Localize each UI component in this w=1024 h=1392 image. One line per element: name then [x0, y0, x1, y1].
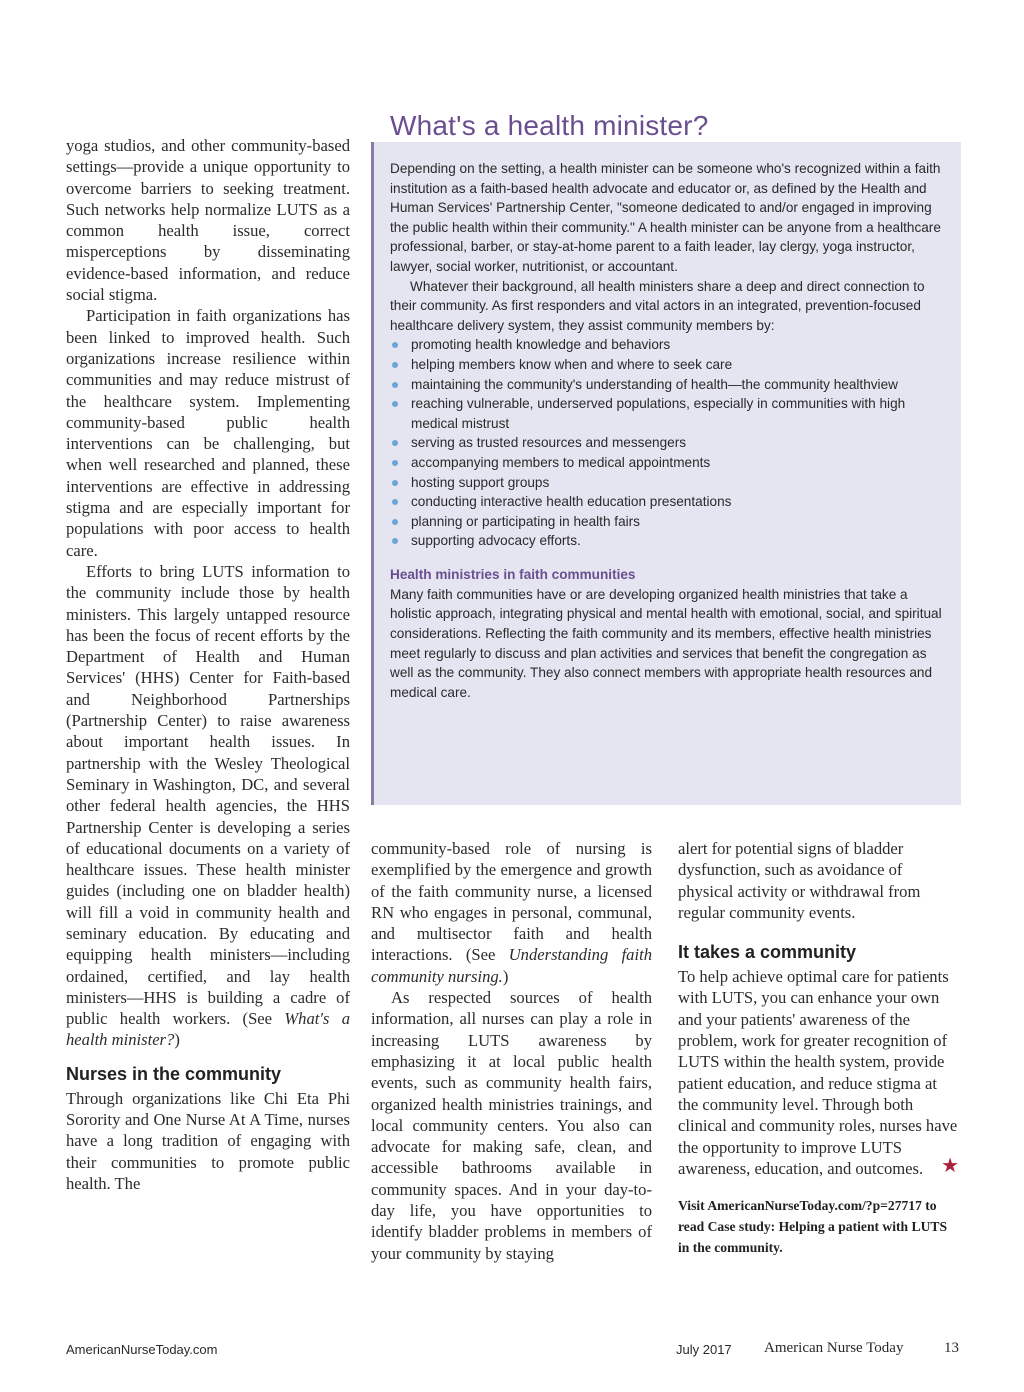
middle-column	[371, 838, 652, 1264]
section-heading: Nurses in the community	[66, 1063, 282, 1084]
bullet-dot-icon	[392, 440, 398, 446]
footer-website: AmericanNurseToday.com	[66, 1342, 218, 1357]
body-text: )	[174, 1030, 180, 1050]
bullet-dot-icon	[392, 480, 398, 486]
body-paragraph	[66, 561, 350, 1051]
bullet-dot-icon	[392, 342, 398, 348]
footer-magazine: American Nurse Today	[764, 1340, 904, 1356]
body-text: To help achieve optimal care for patients with LUTS, you can enhance your own and your patients' awareness of the problem, work for greater recognition of LUTS within the health system, provide patient education, and reduce stigma at the community level. Through both clinical and community roles, nurses have the opportunity to improve LUTS awareness, education, and outcomes.	[678, 967, 958, 1178]
sidebar-content	[390, 159, 946, 702]
body-paragraph: As respected sources of health information, all nurses can play a role in increasing LUTS awareness by emphasizing it at local public health events, such as community health fairs, organized health ministries trainings, and local community centers. You also can advocate for making safe, clean, and accessible bathrooms available in community spaces. And in your day-to-day life, you have opportunities to identify bladder problems in members of your community by staying	[371, 988, 652, 1263]
bullet-text: conducting interactive health education presentations	[411, 494, 732, 510]
bullet-dot-icon	[392, 538, 398, 544]
cross-reference: What's a health minister?	[66, 1009, 351, 1050]
bullet-text: hosting support groups	[411, 474, 550, 490]
bullet-dot-icon	[392, 382, 398, 388]
right-column	[678, 838, 959, 1258]
end-mark-star-icon: ★	[941, 1154, 959, 1177]
body-paragraph: Through organizations like Chi Eta Phi Sorority and One Nurse At A Time, nurses have a long tradition of engaging with their communities to promote public health. The	[66, 1088, 350, 1193]
bullet-text: serving as trusted resources and messengers	[411, 435, 687, 451]
bullet-text: planning or participating in health fairs	[411, 513, 640, 529]
bullet-text: supporting advocacy efforts.	[411, 533, 581, 549]
sidebar-paragraph: Many faith communities have or are developing organized health ministries that take a holistic approach, integrating physical and mental health with emotional, social, and spiritual considerations. Reflecting the faith community and its members, effective health ministries meet regularly to discuss and plan activities and services that benefit the congregation as well as the community. They also connect members with appropriate health resources and medical care.	[390, 586, 942, 700]
body-paragraph: yoga studios, and other community-based settings—provide a unique opportunity to overcome barriers to seeking treatment. Such networks help normalize LUTS as a common health issue, correct misperceptions by disseminating evidence-based information, and reduce social stigma.	[66, 136, 350, 305]
bullet-item	[390, 531, 946, 551]
body-paragraph: alert for potential signs of bladder dysfunction, such as avoidance of physical activity or withdrawal from regular community events.	[678, 839, 921, 922]
footer-date: July 2017	[676, 1342, 732, 1357]
bullet-item	[390, 433, 946, 453]
bullet-item	[390, 512, 946, 532]
bullet-text: reaching vulnerable, underserved populations, especially in communities with high medical mistrust	[411, 396, 906, 431]
bullet-list	[390, 335, 946, 551]
visit-link-text[interactable]: Visit AmericanNurseToday.com/?p=27717 to read Case study: Helping a patient with LUTS in the community.	[678, 1198, 948, 1256]
sidebar-title: What's a health minister?	[390, 110, 709, 141]
sidebar-paragraph: Depending on the setting, a health minister can be someone who's recognized within a faith institution as a faith-based health advocate and educator or, as defined by the Health and Human Services' Partnership Center, "someone dedicated to and/or engaged in improving the public health within their community." A health minister can be anyone from a healthcare professional, barber, or stay-at-home parent to a faith leader, lay clergy, yoga instructor, lawyer, social worker, nutritionist, or accountant.	[390, 161, 941, 274]
bullet-dot-icon	[392, 460, 398, 466]
body-text: )	[502, 966, 509, 986]
sidebar-paragraph: Whatever their background, all health ministers share a deep and direct connection to their community. As first responders and vital actors in an integrated, prevention-focused healthcare delivery system, they assist community members by:	[390, 278, 925, 333]
section-heading: It takes a community	[678, 942, 857, 963]
bullet-text: promoting health knowledge and behaviors	[411, 337, 671, 353]
bullet-text: accompanying members to medical appointments	[411, 454, 711, 470]
bullet-item	[390, 335, 946, 355]
body-paragraph: Participation in faith organizations has been linked to improved health. Such organizations increase resilience within communities and may reduce mistrust of the healthcare system. Implementing community-based public health interventions can be challenging, but when well researched and planned, these interventions are effective in addressing stigma and are especially important for populations with poor access to health care.	[66, 306, 350, 560]
body-paragraph	[371, 838, 652, 987]
sidebar-subheading: Health ministries in faith communities	[390, 566, 636, 582]
bullet-item	[390, 355, 946, 375]
left-column	[66, 135, 350, 1194]
bullet-item	[390, 492, 946, 512]
page-number: 13	[944, 1340, 959, 1356]
body-text: Efforts to bring LUTS information to the community include those by health ministers. This largely untapped resource has been the focus of recent efforts by the Department of Health and Human Services' (HHS) Center for Faith-based and Neighborhood Partnerships (Partnership Center) to raise awareness about important health issues. In partnership with the Wesley Theological Seminary in Washington, DC, and several other federal health agencies, the HHS Partnership Center is developing a series of educational documents on a variety of healthcare issues. These health minister guides (including one on bladder health) will fill a void in community health and seminary education. By educating and equipping health ministers—including ordained, certified, and lay health ministers—HHS is building a cadre of public health workers. (See	[66, 561, 350, 1029]
bullet-text: helping members know when and where to seek care	[411, 356, 733, 372]
body-text: community-based role of nursing is exemplified by the emergence and growth of the faith community nurse, a licensed RN who engages in personal, communal, and multisector faith and health interactions. (See	[371, 839, 652, 965]
bullet-item	[390, 453, 946, 473]
bullet-dot-icon	[392, 401, 398, 407]
bullet-text: maintaining the community's understanding of health—the community healthview	[411, 376, 898, 392]
bullet-dot-icon	[392, 362, 398, 368]
bullet-dot-icon	[392, 519, 398, 525]
bullet-dot-icon	[392, 499, 398, 505]
cross-reference: Understanding faith community nursing.	[371, 945, 652, 986]
bullet-item	[390, 375, 946, 395]
bullet-item	[390, 473, 946, 493]
body-paragraph	[678, 966, 959, 1179]
bullet-item	[390, 394, 946, 433]
